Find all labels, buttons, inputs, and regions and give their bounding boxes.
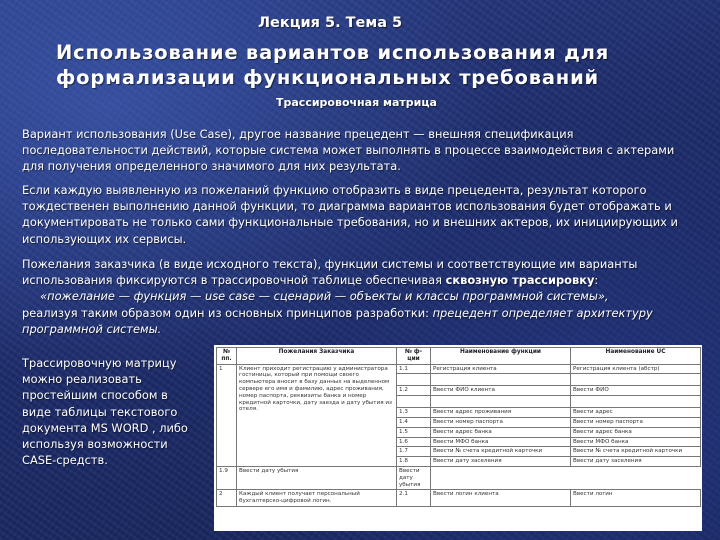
cell-fname: Ввести адрес банка bbox=[431, 427, 571, 437]
paragraph-traceability bbox=[22, 256, 692, 337]
cell-num: 2 bbox=[217, 490, 237, 507]
cell-wish-2: Каждый клиент получает персональный бухгалтерско-цифровой логин. bbox=[237, 490, 397, 507]
cell-fnum: 1.1 bbox=[397, 364, 431, 374]
cell-fname: Ввести № счета кредитной карточки bbox=[431, 447, 571, 457]
cell-fname: Ввести дату убытия bbox=[237, 466, 397, 489]
cell-fname: Ввести МФО банка bbox=[431, 437, 571, 447]
cell-fnum: 1.6 bbox=[397, 437, 431, 447]
slide-title: Использование вариантов использования для формализации функциональных требований bbox=[56, 41, 610, 89]
table-header-row bbox=[217, 348, 701, 365]
cell-uc: Ввести адрес банка bbox=[571, 427, 701, 437]
cell-wish-1: Клиент приходит регистрацию у администратора гостиницы, который при помощи своего компьютера вносит в базу данных на выделенном сервере его имя и фамилию, адрес проживания, номер паспорта, реквизиты банка и номер кредитной карточки, дату заезда и дату убытия из отеля. bbox=[237, 364, 397, 466]
cell-fnum: 1.8 bbox=[397, 457, 431, 467]
traceability-text-a: Пожелания заказчика (в виде исходного текста), функции системы и соответствующие им варианты использования фиксируются в трассировочной таблице обеспечивая bbox=[22, 257, 638, 288]
cell-fname: Ввести ФИО клиента bbox=[431, 386, 571, 396]
header-wish: Пожелания Заказчика bbox=[237, 348, 397, 365]
cell-fname: Ввести логин клиента bbox=[431, 490, 571, 507]
header-uc: Наименование UC bbox=[571, 348, 701, 365]
traceability-matrix bbox=[214, 345, 702, 531]
cell-uc: Ввести МФО банка bbox=[571, 437, 701, 447]
table-row bbox=[217, 466, 701, 489]
traceability-term: сквозную трассировку bbox=[445, 273, 595, 288]
header-num: № пп. bbox=[217, 348, 237, 365]
table-row bbox=[217, 364, 701, 374]
paragraph-functions-as-precedents: Если каждую выявленную из пожеланий функцию отобразить в виде прецедента, результат которого тождественен выполнению данной функции, то диаграмма вариантов использования будет отображать и документировать не только сами функциональные требования, но и внешних актеров, их инициирующих и использующих их сервисы. bbox=[22, 183, 678, 246]
cell-fname: Ввести дату заселения bbox=[431, 457, 571, 467]
traceability-table bbox=[216, 347, 701, 507]
cell-fname: Регистрация клиента bbox=[431, 364, 571, 374]
cell-fnum: 1.4 bbox=[397, 417, 431, 427]
lecture-label: Лекция 5. Тема 5 bbox=[258, 15, 403, 31]
slide-subtitle: Трассировочная матрица bbox=[276, 96, 437, 109]
cell-fnum: 1.9 bbox=[217, 466, 237, 489]
cell-uc: Ввести ФИО bbox=[571, 386, 701, 396]
cell-fnum: 1.3 bbox=[397, 408, 431, 418]
paragraph-use-case-definition: Вариант использования (Use Case), другое название прецедент — внешняя спецификация последовательности действий, которые система может выполнять в процессе взаимодействия с актерами для получения определенного значимого для них результата. bbox=[22, 127, 675, 174]
header-fname: Наименование функции bbox=[431, 348, 571, 365]
cell-uc: Ввести адрес bbox=[571, 408, 701, 418]
traceability-chain: «пожелание — функция — use case — сценарий — объекты и классы программной системы», bbox=[40, 289, 609, 304]
cell-uc: Ввести дату убытия bbox=[397, 466, 431, 489]
cell-fnum: 1.5 bbox=[397, 427, 431, 437]
cell-uc: Ввести дату заселения bbox=[571, 457, 701, 467]
traceability-text-b: реализуя таким образом один из основных принципов разработки: bbox=[22, 305, 433, 320]
table-row bbox=[217, 490, 701, 507]
cell-uc: Регистрация клиента (абстр) bbox=[571, 364, 701, 374]
side-note: Трассировочную матрицу можно реализовать простейшим способом в виде таблицы текстового документа MS WORD , либо используя возможности CASE-средств. bbox=[22, 356, 188, 468]
cell-fnum: 1.7 bbox=[397, 447, 431, 457]
cell-fnum: 1.2 bbox=[397, 386, 431, 396]
cell-uc: Ввести № счета кредитной карточки bbox=[571, 447, 701, 457]
cell-num: 1 bbox=[217, 364, 237, 466]
traceability-principle: прецедент определяет архитектуру программной системы. bbox=[22, 305, 653, 336]
cell-fname: Ввести номер паспорта bbox=[431, 417, 571, 427]
cell-uc: Ввести номер паспорта bbox=[571, 417, 701, 427]
header-fnum: № ф-ции bbox=[397, 348, 431, 365]
traceability-colon: : bbox=[594, 273, 599, 288]
cell-fnum: 2.1 bbox=[397, 490, 431, 507]
cell-fname: Ввести адрес проживания bbox=[431, 408, 571, 418]
cell-uc: Ввести логин bbox=[571, 490, 701, 507]
